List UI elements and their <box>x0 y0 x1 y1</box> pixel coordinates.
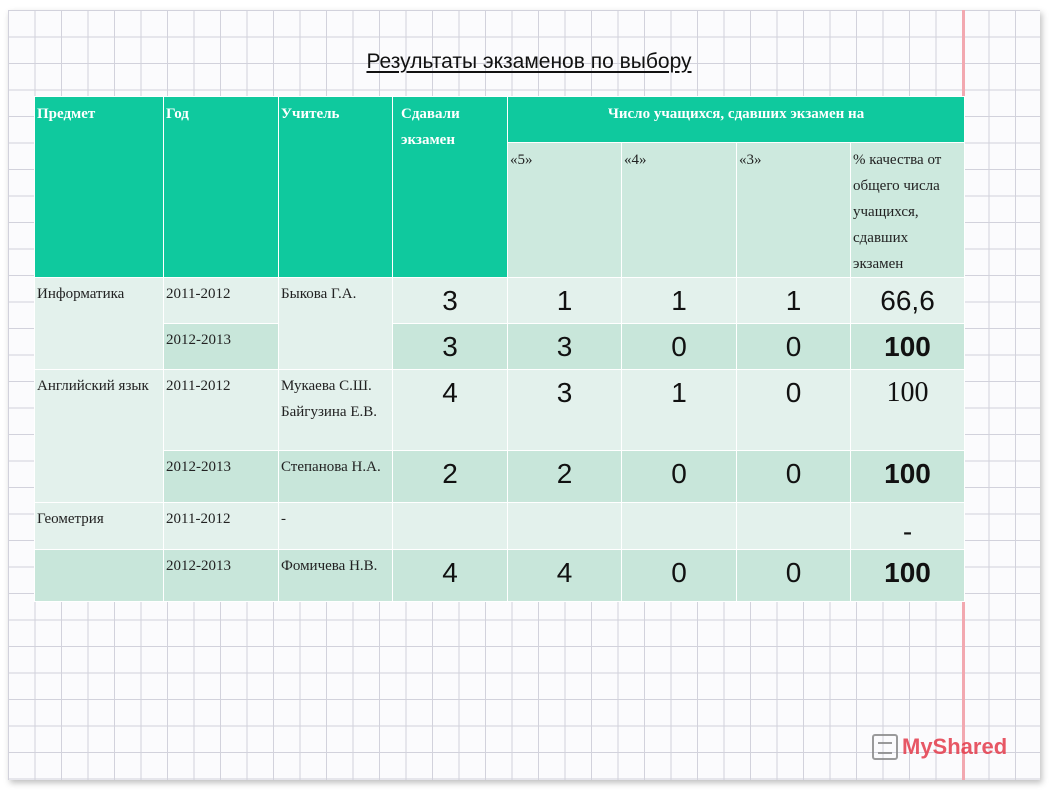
header-passed-group: Число учащихся, сдавших экзамен на <box>508 97 965 143</box>
cell-subject: Английский язык <box>35 370 164 503</box>
cell-grade-5: 3 <box>508 370 622 451</box>
cell-quality: 100 <box>851 370 965 451</box>
page-title <box>0 50 1058 74</box>
cell-grade-3: 0 <box>737 324 851 370</box>
cell-quality: 100 <box>851 324 965 370</box>
cell-grade-3: 0 <box>737 451 851 503</box>
exam-results-table <box>34 96 965 602</box>
cell-grade-5: 1 <box>508 278 622 324</box>
header-grade-4: «4» <box>622 143 737 278</box>
page-title-text: Результаты экзаменов по выбору <box>366 50 692 73</box>
cell-took: 4 <box>393 370 508 451</box>
header-teacher: Учитель <box>279 97 393 278</box>
cell-grade-4: 0 <box>622 550 737 602</box>
table-row <box>35 451 965 503</box>
cell-teacher: Степанова Н.А. <box>279 451 393 503</box>
table-row <box>35 370 965 451</box>
cell-teacher: Фомичева Н.В. <box>279 550 393 602</box>
header-grade-5: «5» <box>508 143 622 278</box>
cell-teacher: Быкова Г.А. <box>279 278 393 370</box>
cell-year: 2011-2012 <box>164 503 279 550</box>
cell-quality: - <box>851 503 965 550</box>
cell-subject: Геометрия <box>35 503 164 550</box>
table-row <box>35 278 965 324</box>
cell-subject <box>35 550 164 602</box>
table-row <box>35 503 965 550</box>
cell-grade-3 <box>737 503 851 550</box>
header-subject: Предмет <box>35 97 164 278</box>
cell-year: 2012-2013 <box>164 550 279 602</box>
cell-grade-5 <box>508 503 622 550</box>
cell-year: 2011-2012 <box>164 278 279 324</box>
presentation-icon <box>872 734 898 760</box>
cell-grade-4: 0 <box>622 451 737 503</box>
cell-teacher: - <box>279 503 393 550</box>
cell-took: 4 <box>393 550 508 602</box>
watermark-text: MyShared <box>902 734 1008 759</box>
cell-took: 3 <box>393 278 508 324</box>
cell-subject: Информатика <box>35 278 164 370</box>
cell-took: 3 <box>393 324 508 370</box>
cell-year: 2012-2013 <box>164 451 279 503</box>
header-year: Год <box>164 97 279 278</box>
cell-grade-5: 4 <box>508 550 622 602</box>
cell-grade-3: 0 <box>737 370 851 451</box>
header-grade-3: «3» <box>737 143 851 278</box>
cell-took: 2 <box>393 451 508 503</box>
cell-grade-3: 1 <box>737 278 851 324</box>
cell-year: 2012-2013 <box>164 324 279 370</box>
header-row <box>35 97 965 143</box>
cell-grade-3: 0 <box>737 550 851 602</box>
cell-grade-4: 1 <box>622 278 737 324</box>
cell-grade-4: 1 <box>622 370 737 451</box>
header-took-exam: Сдавали экзамен <box>393 97 508 278</box>
cell-grade-5: 2 <box>508 451 622 503</box>
cell-year: 2011-2012 <box>164 370 279 451</box>
cell-grade-4 <box>622 503 737 550</box>
cell-teacher: Мукаева С.Ш. Байгузина Е.В. <box>279 370 393 451</box>
table-row <box>35 550 965 602</box>
cell-quality: 100 <box>851 451 965 503</box>
header-quality: % качества от общего числа учащихся, сдавших экзамен <box>851 143 965 278</box>
cell-took <box>393 503 508 550</box>
cell-grade-4: 0 <box>622 324 737 370</box>
table-row <box>35 324 965 370</box>
cell-quality: 66,6 <box>851 278 965 324</box>
watermark-logo <box>872 734 1007 760</box>
cell-grade-5: 3 <box>508 324 622 370</box>
cell-quality: 100 <box>851 550 965 602</box>
